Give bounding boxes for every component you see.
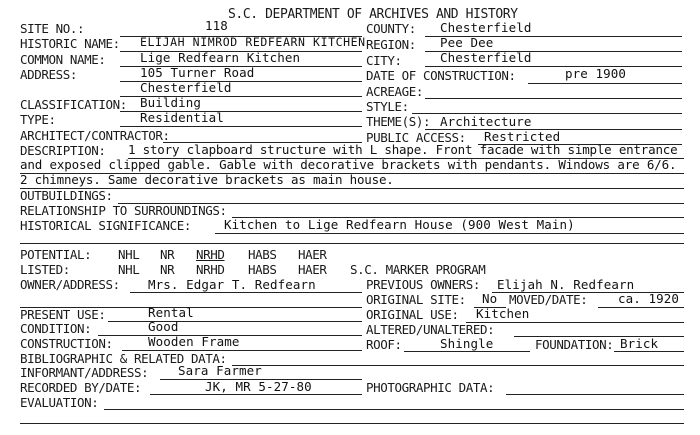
foundation-line	[614, 351, 684, 352]
city-line	[425, 66, 682, 67]
listed-habs: HABS	[248, 262, 277, 277]
potential-nrhd: NRHD	[196, 247, 225, 262]
roof-value: Shingle	[440, 336, 494, 351]
bibliographic-label: BIBLIOGRAPHIC & RELATED DATA:	[20, 351, 227, 366]
date-construction-label: DATE OF CONSTRUCTION:	[366, 68, 516, 83]
potential-label: POTENTIAL:	[20, 247, 92, 262]
potential-nhl: NHL	[118, 247, 140, 262]
evaluation-line	[104, 409, 684, 410]
recorded-value: JK, MR 5-27-80	[205, 379, 312, 394]
moved-date-line	[598, 307, 684, 308]
roof-label: ROOF:	[366, 337, 402, 352]
significance-label: HISTORICAL SIGNIFICANCE:	[20, 218, 192, 233]
significance-line	[215, 233, 684, 234]
potential-haer: HAER	[298, 247, 327, 262]
section-separator	[20, 243, 684, 244]
city-value: Chesterfield	[440, 50, 532, 65]
acreage-label: ACREAGE:	[366, 84, 424, 99]
owner-line	[130, 292, 362, 293]
present-use-line	[108, 321, 362, 322]
marker-program-label: S.C. MARKER PROGRAM	[350, 262, 486, 277]
photographic-line	[506, 394, 684, 395]
moved-date-value: ca. 1920	[618, 291, 680, 306]
potential-nr: NR	[160, 247, 175, 262]
address-label: ADDRESS:	[20, 67, 78, 82]
listed-nrhd: NRHD	[196, 262, 225, 277]
description-value-line2: and exposed clipped gable. Gable with decorative brackets with pendants. Windows are 6/6.	[20, 157, 677, 172]
region-value: Pee Dee	[440, 35, 494, 50]
region-label: REGION:	[366, 37, 416, 52]
historic-name-label: HISTORIC NAME:	[20, 36, 120, 51]
address-value-line1: 105 Turner Road	[140, 65, 255, 80]
address-value-line2: Chesterfield	[140, 80, 232, 95]
site-no-value: 118	[205, 18, 228, 33]
themes-value: Architecture	[440, 114, 532, 129]
site-no-label: SITE NO.:	[20, 21, 85, 36]
county-value: Chesterfield	[440, 20, 532, 35]
roof-line	[404, 351, 530, 352]
relationship-label: RELATIONSHIP TO SURROUNDINGS:	[20, 203, 227, 218]
description-value-line1: 1 story clapboard structure with L shape. Front facade with simple entrance	[128, 142, 678, 157]
evaluation-line2	[20, 423, 684, 424]
listed-haer: HAER	[298, 262, 327, 277]
city-label: CITY:	[366, 53, 402, 68]
previous-owners-value: Elijah N. Redfearn	[497, 277, 635, 292]
outbuildings-label: OUTBUILDINGS:	[20, 188, 113, 203]
type-label: TYPE:	[20, 112, 56, 127]
style-label: STYLE:	[366, 99, 409, 114]
description-line3	[20, 188, 684, 189]
construction-value: Wooden Frame	[148, 334, 240, 349]
photographic-label: PHOTOGRAPHIC DATA:	[366, 380, 495, 395]
present-use-value: Rental	[148, 305, 194, 320]
condition-value: Good	[148, 319, 179, 334]
recorded-label: RECORDED BY/DATE:	[20, 380, 142, 395]
public-access-label: PUBLIC ACCESS:	[366, 130, 466, 145]
acreage-line	[425, 98, 682, 99]
moved-date-label: MOVED/DATE:	[509, 292, 588, 307]
classification-label: CLASSIFICATION:	[20, 97, 127, 112]
informant-value: Sara Farmer	[178, 363, 262, 378]
bibliographic-line	[232, 365, 684, 366]
foundation-label: FOUNDATION:	[535, 337, 614, 352]
original-site-label: ORIGINAL SITE:	[366, 292, 466, 307]
previous-owners-label: PREVIOUS OWNERS:	[366, 277, 481, 292]
original-site-value: No	[482, 291, 498, 306]
construction-label: CONSTRUCTION:	[20, 336, 113, 351]
common-name-value: Lige Redfearn Kitchen	[140, 50, 301, 65]
type-line	[120, 126, 362, 127]
original-use-label: ORIGINAL USE:	[366, 307, 459, 322]
description-value-line3: 2 chimneys. Same decorative brackets as main house.	[20, 172, 394, 187]
original-use-value: Kitchen	[476, 306, 530, 321]
owner-value: Mrs. Edgar T. Redfearn	[148, 277, 316, 292]
architect-label: ARCHITECT/CONTRACTOR:	[20, 128, 170, 143]
recorded-line	[150, 394, 362, 395]
foundation-value: Brick	[620, 336, 659, 351]
informant-label: INFORMANT/ADDRESS:	[20, 365, 149, 380]
altered-label: ALTERED/UNALTERED:	[366, 322, 495, 337]
listed-nr: NR	[160, 262, 175, 277]
county-label: COUNTY:	[366, 21, 416, 36]
themes-label: THEME(S):	[366, 114, 431, 129]
listed-nhl: NHL	[118, 262, 140, 277]
public-access-value: Restricted	[484, 129, 561, 144]
date-construction-line	[528, 83, 682, 84]
evaluation-label: EVALUATION:	[20, 395, 99, 410]
classification-value: Building	[140, 95, 202, 110]
common-name-label: COMMON NAME:	[20, 52, 106, 67]
condition-label: CONDITION:	[20, 321, 92, 336]
type-value: Residential	[140, 110, 224, 125]
listed-label: LISTED:	[20, 262, 70, 277]
date-construction-value: pre 1900	[565, 66, 627, 81]
original-use-line	[466, 322, 684, 323]
potential-habs: HABS	[248, 247, 277, 262]
present-use-label: PRESENT USE:	[20, 307, 106, 322]
card-title: S.C. DEPARTMENT OF ARCHIVES AND HISTORY	[228, 7, 518, 22]
historic-name-value: ELIJAH NIMROD REDFEARN KITCHEN	[140, 35, 366, 49]
owner-label: OWNER/ADDRESS:	[20, 277, 120, 292]
significance-value: Kitchen to Lige Redfearn House (900 West Main)	[224, 217, 575, 232]
description-label: DESCRIPTION:	[20, 143, 106, 158]
